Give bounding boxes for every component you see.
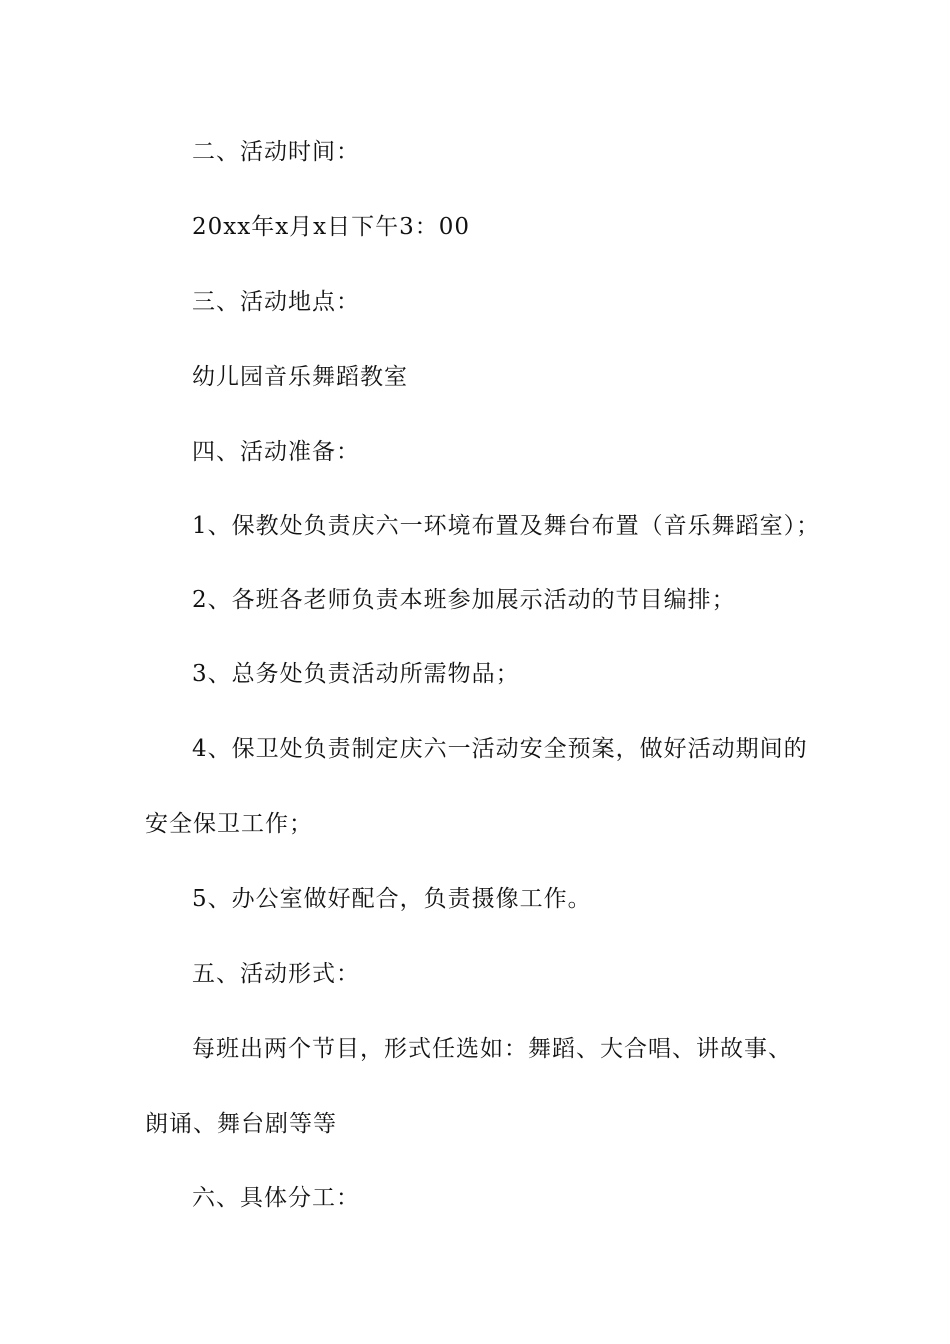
section-heading-location: 三、活动地点： bbox=[192, 289, 360, 315]
preparation-item-4-continued: 安全保卫工作； bbox=[145, 811, 313, 837]
section-heading-preparation: 四、活动准备： bbox=[192, 439, 360, 465]
section-heading-format: 五、活动形式： bbox=[192, 961, 360, 987]
format-text: 每班出两个节目，形式任选如：舞蹈、大合唱、讲故事、 bbox=[192, 1036, 792, 1062]
section-heading-time: 二、活动时间： bbox=[192, 139, 360, 165]
location-text: 幼儿园音乐舞蹈教室 bbox=[192, 364, 408, 390]
section-heading-division: 六、具体分工： bbox=[192, 1185, 360, 1211]
preparation-item-1: 1、保教处负责庆六一环境布置及舞台布置（音乐舞蹈室）； bbox=[192, 513, 821, 539]
format-text-continued: 朗诵、舞台剧等等 bbox=[145, 1111, 337, 1137]
time-text: 20xx年x月x日下午3：00 bbox=[192, 214, 471, 240]
preparation-item-4: 4、保卫处负责制定庆六一活动安全预案，做好活动期间的 bbox=[192, 736, 808, 762]
preparation-item-3: 3、总务处负责活动所需物品； bbox=[192, 661, 520, 687]
preparation-item-2: 2、各班各老师负责本班参加展示活动的节目编排； bbox=[192, 587, 736, 613]
preparation-item-5: 5、办公室做好配合，负责摄像工作。 bbox=[192, 886, 592, 912]
